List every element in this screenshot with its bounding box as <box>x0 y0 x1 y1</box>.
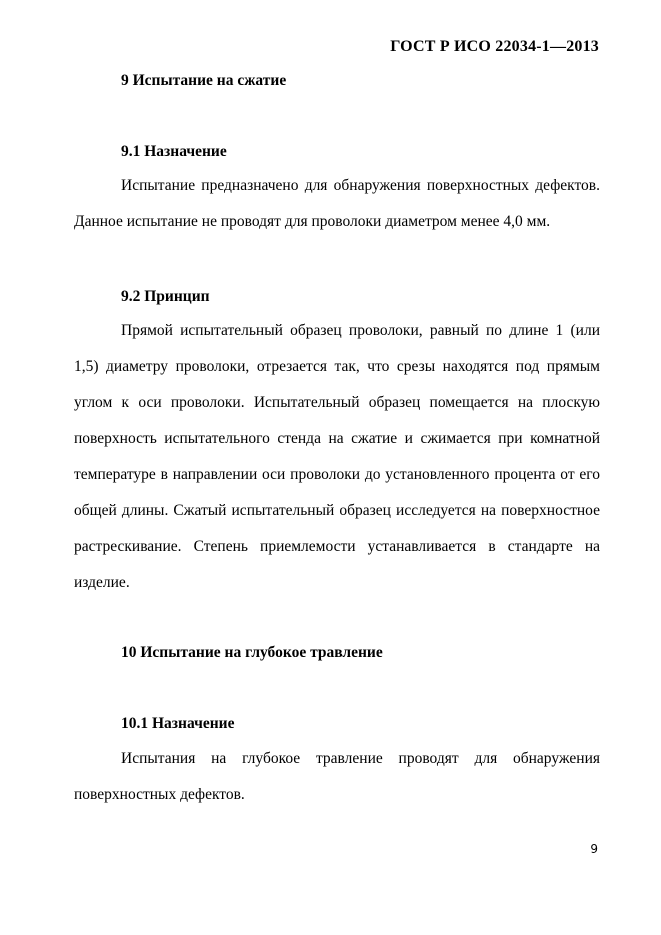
standard-code-header: ГОСТ Р ИСО 22034-1—2013 <box>390 38 599 55</box>
subsection-10-1-heading: 10.1 Назначение <box>121 715 235 732</box>
section-10-heading: 10 Испытание на глубокое травление <box>121 644 383 661</box>
section-9-heading: 9 Испытание на сжатие <box>121 72 287 89</box>
page-number: 9 <box>590 842 598 856</box>
subsection-9-2-paragraph: Прямой испытательный образец проволоки, равный по длине 1 (или 1,5) диаметру проволоки, отрезается так, что срезы находятся под прямым углом к оси проволоки. Испытательный образец помещается на плоскую поверхность испытательного стенда на сжатие и сжимается при комнатной температуре в направлении оси проволоки до установленного процента от его общей длины. Сжатый испытательный образец исследуется на поверхностное растрескивание. Степень приемлемости устанавливается в стандарте на изделие. <box>74 322 600 591</box>
subsection-9-1-paragraph: Испытание предназначено для обнаружения поверхностных дефектов. Данное испытание не проводят для проволоки диаметром менее 4,0 мм. <box>74 177 600 230</box>
subsection-9-1-heading: 9.1 Назначение <box>121 143 227 160</box>
subsection-10-1-paragraph: Испытания на глубокое травление проводят для обнаружения поверхностных дефектов. <box>74 750 600 803</box>
subsection-9-2-heading: 9.2 Принцип <box>121 288 210 305</box>
